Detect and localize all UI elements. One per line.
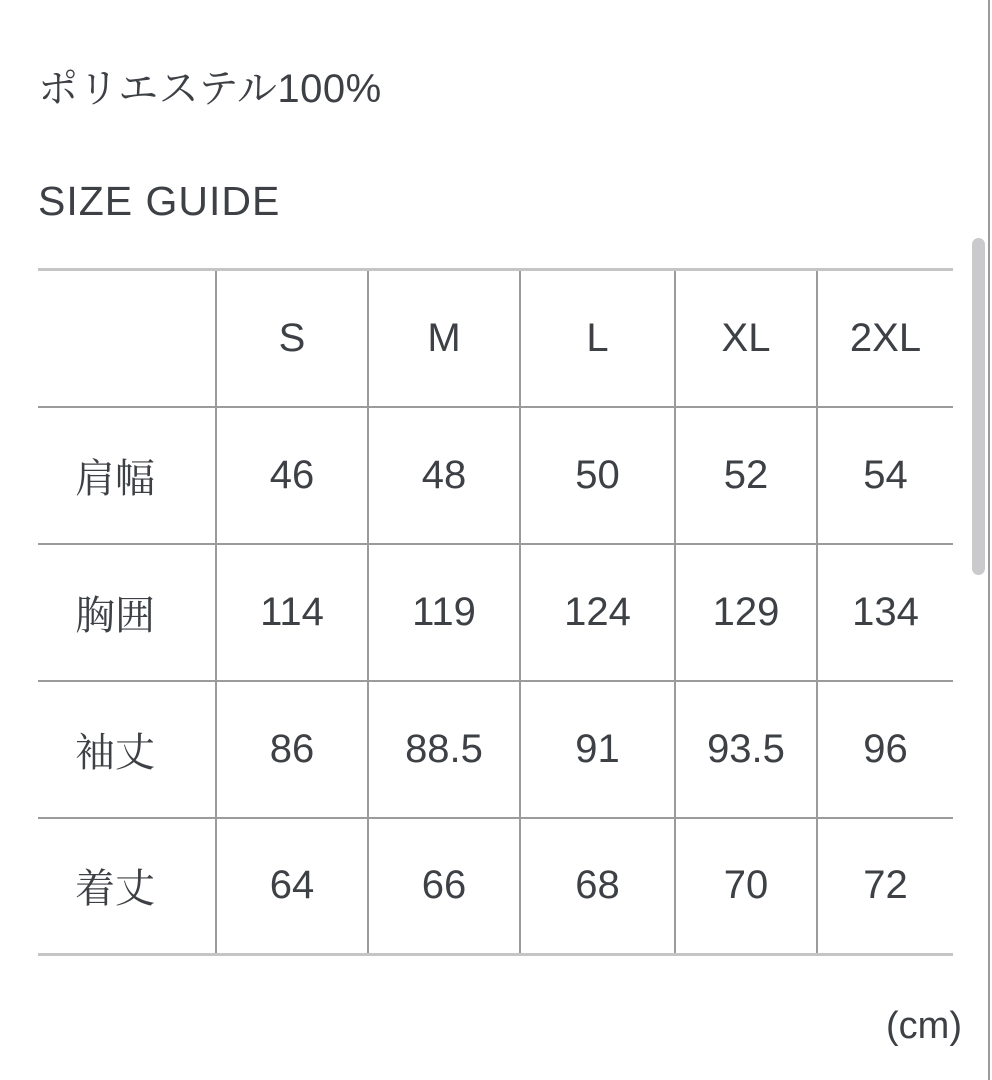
- cell-shoulder-width-2xl: 54: [817, 407, 953, 544]
- cell-body-length-s: 64: [216, 818, 368, 955]
- scrollbar-thumb[interactable]: [972, 238, 985, 575]
- size-col-header-xl: XL: [675, 270, 817, 407]
- size-col-header-s: S: [216, 270, 368, 407]
- size-col-header-2xl: 2XL: [817, 270, 953, 407]
- cell-shoulder-width-s: 46: [216, 407, 368, 544]
- cell-sleeve-length-l: 91: [520, 681, 675, 818]
- size-table-corner-cell: [38, 270, 216, 407]
- cell-body-length-l: 68: [520, 818, 675, 955]
- cell-body-length-2xl: 72: [817, 818, 953, 955]
- size-col-header-l: L: [520, 270, 675, 407]
- cell-sleeve-length-m: 88.5: [368, 681, 520, 818]
- size-table-container: [38, 268, 953, 956]
- cell-sleeve-length-s: 86: [216, 681, 368, 818]
- table-row-sleeve-length: [38, 681, 953, 818]
- cell-sleeve-length-2xl: 96: [817, 681, 953, 818]
- cell-chest-xl: 129: [675, 544, 817, 681]
- body-length-label: 着丈: [75, 867, 155, 912]
- chest-label: 胸囲: [75, 593, 155, 638]
- cell-chest-s: 114: [216, 544, 368, 681]
- cell-sleeve-length-xl: 93.5: [675, 681, 817, 818]
- table-row-shoulder-width: [38, 407, 953, 544]
- cell-shoulder-width-m: 48: [368, 407, 520, 544]
- cell-chest-l: 124: [520, 544, 675, 681]
- size-col-header-m: M: [368, 270, 520, 407]
- table-row-chest: [38, 544, 953, 681]
- table-row-body-length: [38, 818, 953, 955]
- cell-shoulder-width-l: 50: [520, 407, 675, 544]
- sleeve-length-label: 袖丈: [75, 730, 155, 775]
- cell-body-length-xl: 70: [675, 818, 817, 955]
- cell-body-length-m: 66: [368, 818, 520, 955]
- cell-shoulder-width-xl: 52: [675, 407, 817, 544]
- unit-label: (cm): [886, 1005, 962, 1047]
- cell-chest-2xl: 134: [817, 544, 953, 681]
- shoulder-width-label: 肩幅: [75, 456, 155, 501]
- cell-chest-m: 119: [368, 544, 520, 681]
- size-table: [38, 268, 953, 956]
- page-edge-divider: [988, 0, 990, 1080]
- material-composition-text: ポリエステル100%: [38, 67, 382, 111]
- size-guide-title: SIZE GUIDE: [38, 178, 281, 224]
- size-table-header-row: [38, 270, 953, 407]
